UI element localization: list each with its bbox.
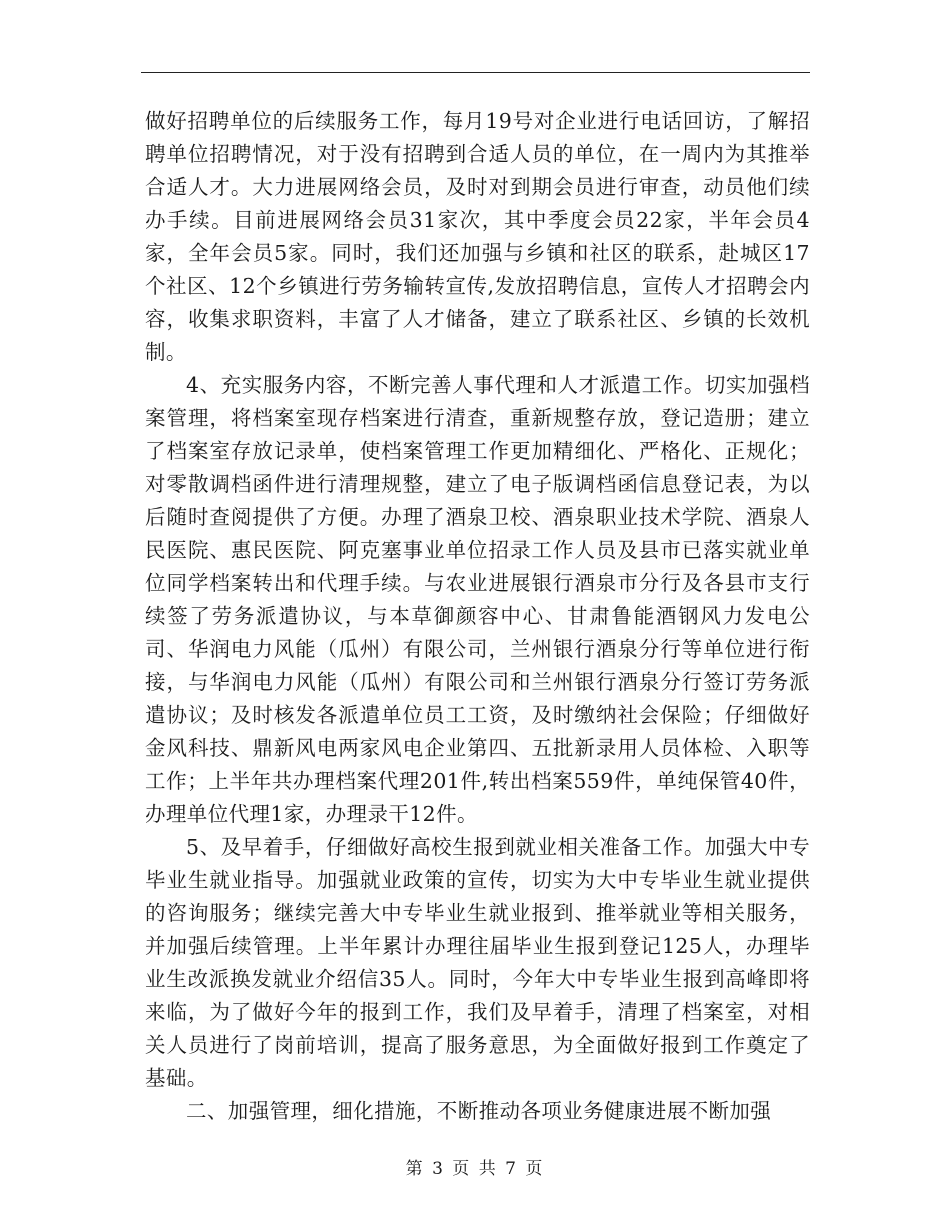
paragraph-3: 5、及早着手，仔细做好高校生报到就业相关准备工作。加强大中专毕业生就业指导。加强就业政策的宣传，切实为大中专毕业生就业提供的咨询服务；继续完善大中专毕业生就业报到、推举就业等相关服务，并加强后续管理。上半年累计办理往届毕业生报到登记125人，办理毕业生改派换发就业介绍信35人。同时，今年大中专毕业生报到高峰即将来临，为了做好今年的报到工作，我们及早着手，清理了档案室，对相关人员进行了岗前培训，提高了服务意思，为全面做好报到工作奠定了基础。 <box>145 835 810 1090</box>
document-body <box>145 105 810 1128</box>
page-number: 第 3 页 共 7 页 <box>405 1159 545 1179</box>
paragraph-4: 二、加强管理，细化措施，不断推动各项业务健康进展不断加强 <box>186 1099 772 1123</box>
paragraph-1: 做好招聘单位的后续服务工作，每月19号对企业进行电话回访，了解招聘单位招聘情况，对于没有招聘到合适人员的单位，在一周内为其推举合适人才。大力进展网络会员，及时对到期会员进行审查，动员他们续办手续。目前进展网络会员31家次，其中季度会员22家，半年会员4家，全年会员5家。同时，我们还加强与乡镇和社区的联系，赴城区17个社区、12个乡镇进行劳务输转宣传,发放招聘信息，宣传人才招聘会内容，收集求职资料，丰富了人才储备，建立了联系社区、乡镇的长效机制。 <box>145 109 810 364</box>
paragraph-2: 4、充实服务内容，不断完善人事代理和人才派遣工作。切实加强档案管理，将档案室现存档案进行清查，重新规整存放，登记造册；建立了档案室存放记录单，使档案管理工作更加精细化、严格化、正规化；对零散调档函件进行清理规整，建立了电子版调档函信息登记表，为以后随时查阅提供了方便。办理了酒泉卫校、酒泉职业技术学院、酒泉人民医院、惠民医院、阿克塞事业单位招录工作人员及县市已落实就业单位同学档案转出和代理手续。与农业进展银行酒泉市分行及各县市支行续签了劳务派遣协议，与本草御颜容中心、甘肃鲁能酒钢风力发电公司、华润电力风能（瓜州）有限公司，兰州银行酒泉分行等单位进行衔接，与华润电力风能（瓜州）有限公司和兰州银行酒泉分行签订劳务派遣协议；及时核发各派遣单位员工工资，及时缴纳社会保险；仔细做好金风科技、鼎新风电两家风电企业第四、五批新录用人员体检、入职等工作；上半年共办理档案代理201件,转出档案559件，单纯保管40件，办理单位代理1家，办理录干12件。 <box>145 373 810 826</box>
header-rule <box>141 72 810 73</box>
